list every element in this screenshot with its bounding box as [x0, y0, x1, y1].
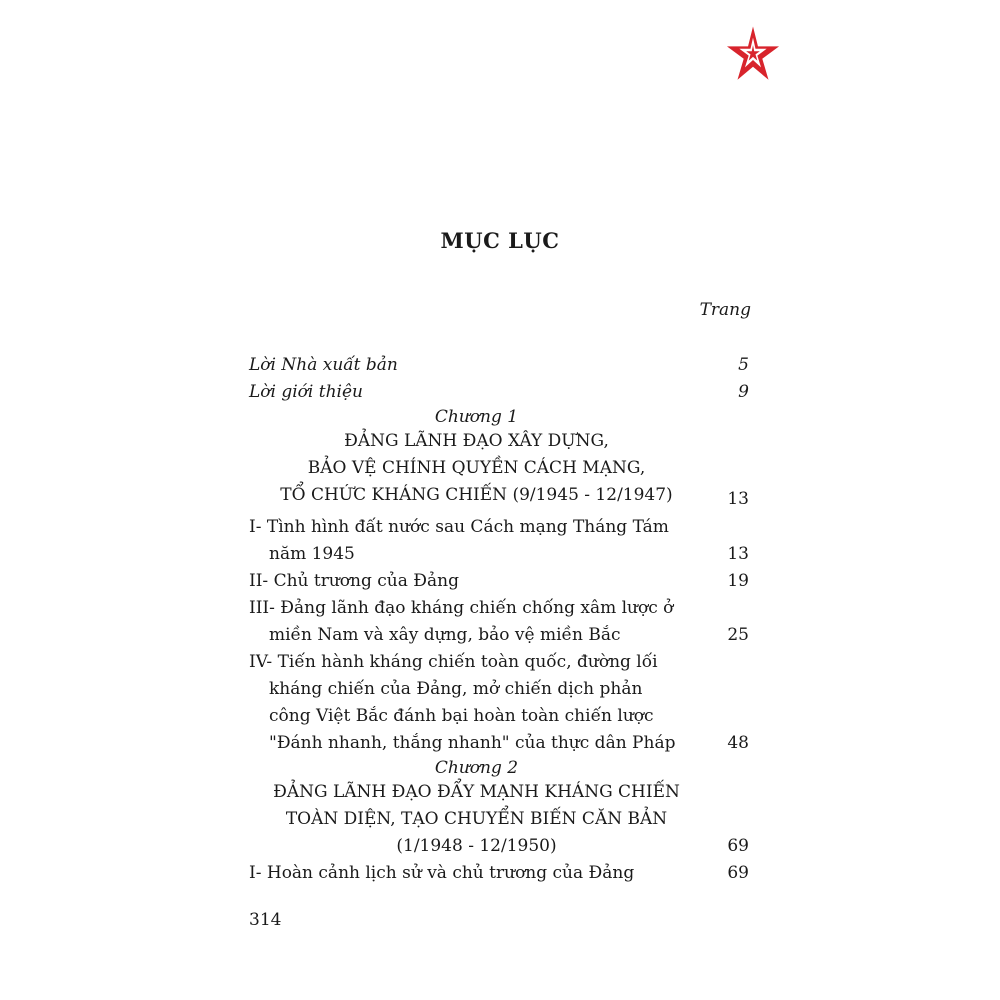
toc-entry-label: IV- Tiến hành kháng chiến toàn quốc, đường lối [249, 652, 658, 672]
toc-entry-intro[interactable] [249, 379, 749, 406]
toc-entry-label: III- Đảng lãnh đạo kháng chiến chống xâm lược ở [249, 598, 674, 618]
toc-entry-ch1-s3-cont[interactable] [249, 622, 749, 649]
toc-entry-ch1-s2[interactable] [249, 568, 749, 595]
page-column-label: Trang [699, 300, 751, 320]
table-of-contents [249, 352, 749, 887]
toc-entry-label: công Việt Bắc đánh bại hoàn toàn chiến lược [269, 706, 654, 726]
publisher-logo-icon [722, 24, 784, 86]
toc-entry-ch1-s3[interactable] [249, 595, 749, 622]
chapter-1-label: Chương 1 [434, 407, 519, 427]
toc-entry-label: Lời Nhà xuất bản [249, 355, 398, 375]
toc-entry-ch2-s1[interactable] [249, 860, 749, 887]
toc-entry-page: 13 [727, 544, 749, 564]
toc-entry-label: II- Chủ trương của Đảng [249, 571, 459, 591]
page-title: MỤC LỤC [440, 228, 560, 253]
chapter-2-label: Chương 2 [434, 758, 519, 778]
toc-entry-ch1-s4[interactable] [249, 649, 749, 676]
toc-entry-ch1-s1-cont[interactable] [249, 541, 749, 568]
toc-entry-page: 9 [738, 382, 749, 402]
toc-entry-ch1-s1[interactable] [249, 514, 749, 541]
chapter-1-title-line: BẢO VỆ CHÍNH QUYỀN CÁCH MẠNG, [307, 458, 646, 478]
toc-entry-page: 69 [727, 863, 749, 883]
toc-entry-label: miền Nam và xây dựng, bảo vệ miền Bắc [269, 625, 621, 645]
toc-entry-ch1-s4-cont[interactable] [249, 703, 749, 730]
toc-entry-label: "Đánh nhanh, thắng nhanh" của thực dân Pháp [269, 733, 676, 753]
toc-entry-preface[interactable] [249, 352, 749, 379]
chapter-2-title-line: (1/1948 - 12/1950) [396, 836, 557, 856]
toc-entry-page: 69 [727, 836, 749, 856]
toc-entry-ch1-s4-cont[interactable] [249, 730, 749, 757]
toc-entry-label: I- Hoàn cảnh lịch sử và chủ trương của Đảng [249, 863, 635, 883]
footer-page-number: 314 [249, 910, 282, 930]
toc-entry-page: 13 [727, 489, 749, 509]
chapter-2-title-line: TOÀN DIỆN, TẠO CHUYỂN BIẾN CĂN BẢN [285, 809, 668, 829]
chapter-2-title-row[interactable] [249, 833, 749, 860]
toc-entry-page: 5 [738, 355, 749, 375]
toc-entry-page: 48 [727, 733, 749, 753]
chapter-1-title-line: ĐẢNG LÃNH ĐẠO XÂY DỰNG, [344, 431, 609, 451]
toc-entry-label: I- Tình hình đất nước sau Cách mạng Tháng Tám [249, 517, 669, 537]
toc-entry-ch1-s4-cont[interactable] [249, 676, 749, 703]
toc-entry-label: kháng chiến của Đảng, mở chiến dịch phản [269, 679, 643, 699]
toc-entry-page: 25 [727, 625, 749, 645]
toc-entry-page: 19 [727, 571, 749, 591]
toc-entry-label: năm 1945 [269, 544, 355, 564]
toc-entry-label: Lời giới thiệu [249, 382, 363, 402]
chapter-1-title-row[interactable] [249, 482, 749, 509]
chapter-2-title-line: ĐẢNG LÃNH ĐẠO ĐẨY MẠNH KHÁNG CHIẾN [273, 782, 680, 802]
chapter-1-title-line: TỔ CHỨC KHÁNG CHIẾN (9/1945 - 12/1947) [280, 485, 673, 505]
